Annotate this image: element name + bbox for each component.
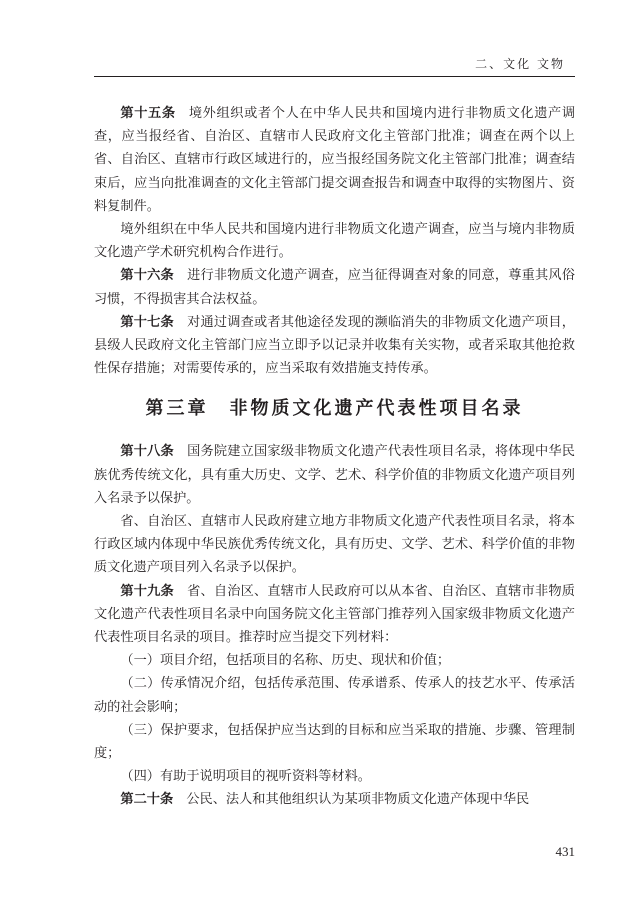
article-text: 进行非物质文化遗产调查，应当征得调查对象的同意，尊重其风俗习惯，不得损害其合法权益。 xyxy=(94,268,575,307)
article-15 xyxy=(94,102,575,218)
article-number: 第十六条 xyxy=(120,268,174,284)
list-item xyxy=(94,672,575,718)
article-text: 境外组织或者个人在中华人民共和国境内进行非物质文化遗产调查，应当报经省、自治区、直辖市人民政府文化主管部门批准；调查在两个以上省、自治区、直辖市行政区域进行的，应当报经国务院文化主管部门批准；调查结束后，应当向批准调查的文化主管部门提交调查报告和调查中取得的实物图片、资料复制件。 xyxy=(94,106,576,214)
list-item-text: （三）保护要求，包括保护应当达到的目标和应当采取的措施、步骤、管理制度； xyxy=(94,722,575,762)
article-text: 国务院建立国家级非物质文化遗产代表性项目名录，将体现中华民族优秀传统文化，具有重大历史、文学、艺术、科学价值的非物质文化遗产项目列入名录予以保护。 xyxy=(94,444,575,506)
chapter-title: 第三章 非物质文化遗产代表性项目名录 xyxy=(145,398,524,420)
list-item xyxy=(94,719,575,765)
article-18-paragraph-2 xyxy=(94,510,575,580)
paragraph-text: 境外组织在中华人民共和国境内进行非物质文化遗产调查，应当与境内非物质文化遗产学术研究机构合作进行。 xyxy=(94,222,575,261)
article-17 xyxy=(94,311,575,381)
article-number: 第十五条 xyxy=(120,106,176,121)
article-15-paragraph-2 xyxy=(94,218,575,264)
list-item-text: （一）项目介绍，包括项目的名称、历史、现状和价值； xyxy=(120,653,451,669)
article-18 xyxy=(94,440,575,510)
running-header-section: 二、文化 文物 xyxy=(475,57,565,71)
running-header xyxy=(94,56,575,77)
article-number: 第二十条 xyxy=(120,792,174,808)
list-item-text: （二）传承情况介绍，包括传承范围、传承谱系、传承人的技艺水平、传承活动的社会影响； xyxy=(94,676,575,715)
article-19 xyxy=(94,580,575,650)
list-item xyxy=(94,765,575,788)
article-text: 省、自治区、直辖市人民政府可以从本省、自治区、直辖市非物质文化遗产代表性项目名录中向国务院文化主管部门推荐列入国家级非物质文化遗产代表性项目名录的项目。推荐时应当提交下列材料： xyxy=(94,583,575,646)
article-number: 第十八条 xyxy=(120,444,174,460)
list-item-text: （四）有助于说明项目的视听资料等材料。 xyxy=(120,769,371,785)
page-number: 431 xyxy=(555,844,575,859)
article-16 xyxy=(94,264,575,310)
article-number: 第十九条 xyxy=(120,583,174,599)
article-text: 公民、法人和其他组织认为某项非物质文化遗产体现中华民 xyxy=(186,792,530,808)
article-text: 对通过调查或者其他途径发现的濒临消失的非物质文化遗产项目，县级人民政府文化主管部门应当立即予以记录并收集有关实物，或者采取其他抢救性保存措施；对需要传承的，应当采取有效措施支持传承。 xyxy=(94,314,575,377)
article-20 xyxy=(94,788,575,811)
paragraph-text: 省、自治区、直辖市人民政府建立地方非物质文化遗产代表性项目名录，将本行政区域内体现中华民族优秀传统文化，具有历史、文学、艺术、科学价值的非物质文化遗产项目列入名录予以保护。 xyxy=(94,514,575,576)
list-item xyxy=(94,649,575,672)
article-number: 第十七条 xyxy=(120,314,174,330)
page-body xyxy=(94,102,575,812)
